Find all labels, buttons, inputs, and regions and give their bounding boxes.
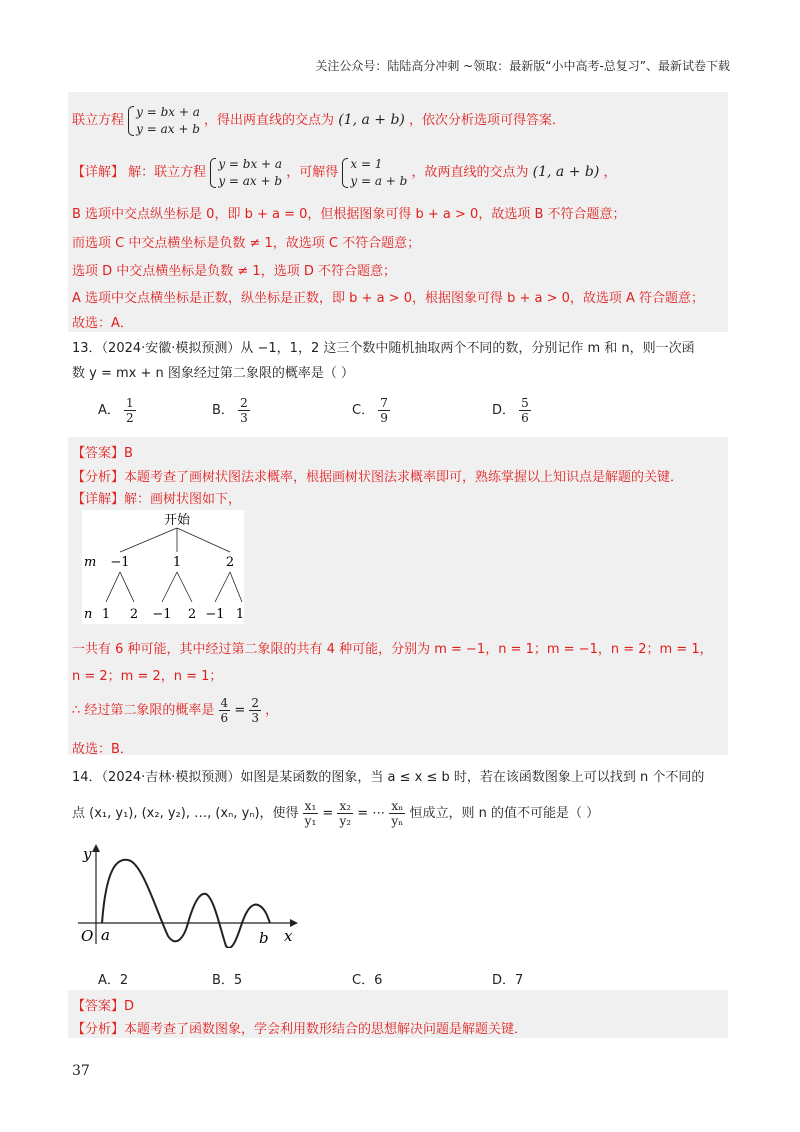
option-b-analysis: B 选项中交点纵坐标是 0，即 b + a = 0，但根据图象可得 b + a > 0，故选项 B 不符合题意； xyxy=(72,207,626,222)
tree-m-label: m xyxy=(84,555,97,570)
origin-label: O xyxy=(81,927,94,945)
intersection-point: (1, a + b) xyxy=(338,112,405,128)
q14-option-b: B．5 xyxy=(212,973,243,988)
detail-text-mid: ，可解得 xyxy=(286,165,339,180)
text-analysis-end: ，依次分析选项可得答案． xyxy=(409,113,566,128)
eq-1a: y = bx + a xyxy=(136,104,200,119)
q14-option-a: A．2 xyxy=(98,973,129,988)
q13-option-c: C． $\frac{7}{9}$ xyxy=(352,396,388,425)
option-c-analysis: 而选项 C 中交点横坐标是负数 ≠ 1，故选项 C 不符合题意； xyxy=(72,236,421,251)
tree-level2-item: 2 xyxy=(187,607,197,622)
equation-system-2 xyxy=(210,156,282,190)
tree-root: 开始 xyxy=(163,513,191,528)
tree-level2-item: 2 xyxy=(129,607,139,622)
tree-level1-item: −1 xyxy=(110,555,130,570)
q14-stem-line1: 14．（2024·吉林·模拟预测）如图是某函数的图象，当 a ≤ x ≤ b 时，若在该函数图象上可以找到 n 个不同的 xyxy=(72,770,705,785)
equation-system-1 xyxy=(128,104,200,138)
q14-points-text: 点 (x₁, y₁), (x₂, y₂), …, (xₙ, yₙ)，使得 xyxy=(72,806,299,821)
tree-level2-item: 1 xyxy=(101,607,111,622)
equals-sign: = xyxy=(234,703,246,718)
q14-option-d: D．7 xyxy=(492,973,524,988)
eq-1b: y = ax + b xyxy=(136,121,200,136)
q13-analysis: 【分析】本题考查了画树状图法求概率，根据画树状图法求概率即可，熟练掌握以上知识点是解题的关键． xyxy=(72,470,684,485)
eq-2b: y = ax + b xyxy=(218,173,283,188)
q13-option-a: A． $\frac{1}{2}$ xyxy=(98,396,134,425)
detail-point: (1, a + b) xyxy=(532,164,600,180)
text-jiaodian: ，得出两直线的交点为 xyxy=(204,113,335,128)
function-graph-svg xyxy=(76,840,300,948)
prob-text-end: ， xyxy=(265,703,279,718)
q13-stem-line1: 13．（2024·安徽·模拟预测）从 −1，1，2 这三个数中随机抽取两个不同的数，分别记作 m 和 n，则一次函 xyxy=(72,341,695,356)
q14-stem-end: 恒成立，则 n 的值不可能是（ ） xyxy=(409,806,600,821)
option-d-analysis: 选项 D 中交点横坐标是负数 ≠ 1，选项 D 不符合题意； xyxy=(72,264,396,279)
q13-answer: 【答案】B xyxy=(72,446,133,461)
page-header: 关注公众号：陆陆高分冲刺 ~领取：最新版“小中高考-总复习”、最新试卷下载 xyxy=(315,59,730,73)
option-a-analysis: A 选项中交点横坐标是正数，纵坐标是正数，即 b + a > 0，根据图象可得 b + a > 0，故选项 A 符合题意； xyxy=(72,291,705,306)
detail-tag: 【详解】 xyxy=(72,165,125,180)
b-label: b xyxy=(259,929,269,947)
eq-3a: x = 1 xyxy=(350,156,383,171)
y-axis-label: y xyxy=(83,845,92,863)
option-label: B． xyxy=(212,403,234,418)
analysis-line xyxy=(72,100,565,141)
q13-solution-line1: 一共有 6 种可能，其中经过第二象限的共有 4 种可能，分别为 m = −1，n = 1；m = −1，n = 2；m = 1， xyxy=(72,642,713,657)
tree-level2-item: 1 xyxy=(235,607,244,622)
equation-system-3 xyxy=(342,156,407,190)
q14-analysis: 【分析】本题考查了函数图象，学会利用数形结合的思想解决问题是解题关键． xyxy=(72,1022,528,1037)
tree-svg xyxy=(82,510,244,624)
q13-option-d: D． $\frac{5}{6}$ xyxy=(492,396,529,425)
tree-level1-item: 2 xyxy=(225,555,235,570)
eq-2a: y = bx + a xyxy=(218,156,283,171)
q14-option-c: C．6 xyxy=(352,973,383,988)
choose-answer-12: 故选：A． xyxy=(72,316,133,331)
tree-level2-item: −1 xyxy=(205,607,225,622)
q13-option-b: B． $\frac{2}{3}$ xyxy=(212,396,248,425)
option-label: D． xyxy=(492,403,516,418)
x-axis-label: x xyxy=(284,927,293,945)
option-label: C． xyxy=(352,403,375,418)
function-graph xyxy=(76,840,300,948)
q14-answer: 【答案】D xyxy=(72,999,135,1014)
detail-text-mid2: ，故两直线的交点为 xyxy=(411,165,529,180)
tree-level2-item: −1 xyxy=(152,607,172,622)
detail-text-post: ， xyxy=(603,165,617,180)
text-lianli: 联立方程 xyxy=(72,113,125,128)
q13-solution-line2: n = 2；m = 2，n = 1； xyxy=(72,669,223,684)
detail-line xyxy=(72,152,616,193)
prob-text: ∴ 经过第二象限的概率是 xyxy=(72,703,215,718)
page-number: 37 xyxy=(72,1063,90,1079)
tree-n-label: n xyxy=(84,607,93,622)
q14-stem-line2: 点 (x₁, y₁), (x₂, y₂), …, (xₙ, yₙ)，使得 $\frac{\text{x₁}}{\text{y₁}}$ = $\frac{\text{x₂}}{\text{y₂}}$ = ⋯ $\frac{\text{xₙ}}{\text{yₙ}}$ 恒成立，则 n 的值不可能是（ ） xyxy=(72,799,600,828)
eq-3b: y = a + b xyxy=(350,173,408,188)
a-label: a xyxy=(101,926,110,944)
tree-level1-item: 1 xyxy=(172,555,182,570)
q13-detail: 【详解】解：画树状图如下， xyxy=(72,492,242,507)
function-curve xyxy=(102,860,270,948)
q13-solution-line3: ∴ 经过第二象限的概率是 $\frac{4}{6}$ = $\frac{2}{3}$ ， xyxy=(72,696,279,725)
q13-stem-line2: 数 y = mx + n 图象经过第二象限的概率是（ ） xyxy=(72,366,355,381)
option-label: A． xyxy=(98,403,120,418)
tree-diagram xyxy=(82,510,244,624)
q13-choose: 故选：B． xyxy=(72,742,133,757)
detail-text-pre: 解：联立方程 xyxy=(128,165,207,180)
